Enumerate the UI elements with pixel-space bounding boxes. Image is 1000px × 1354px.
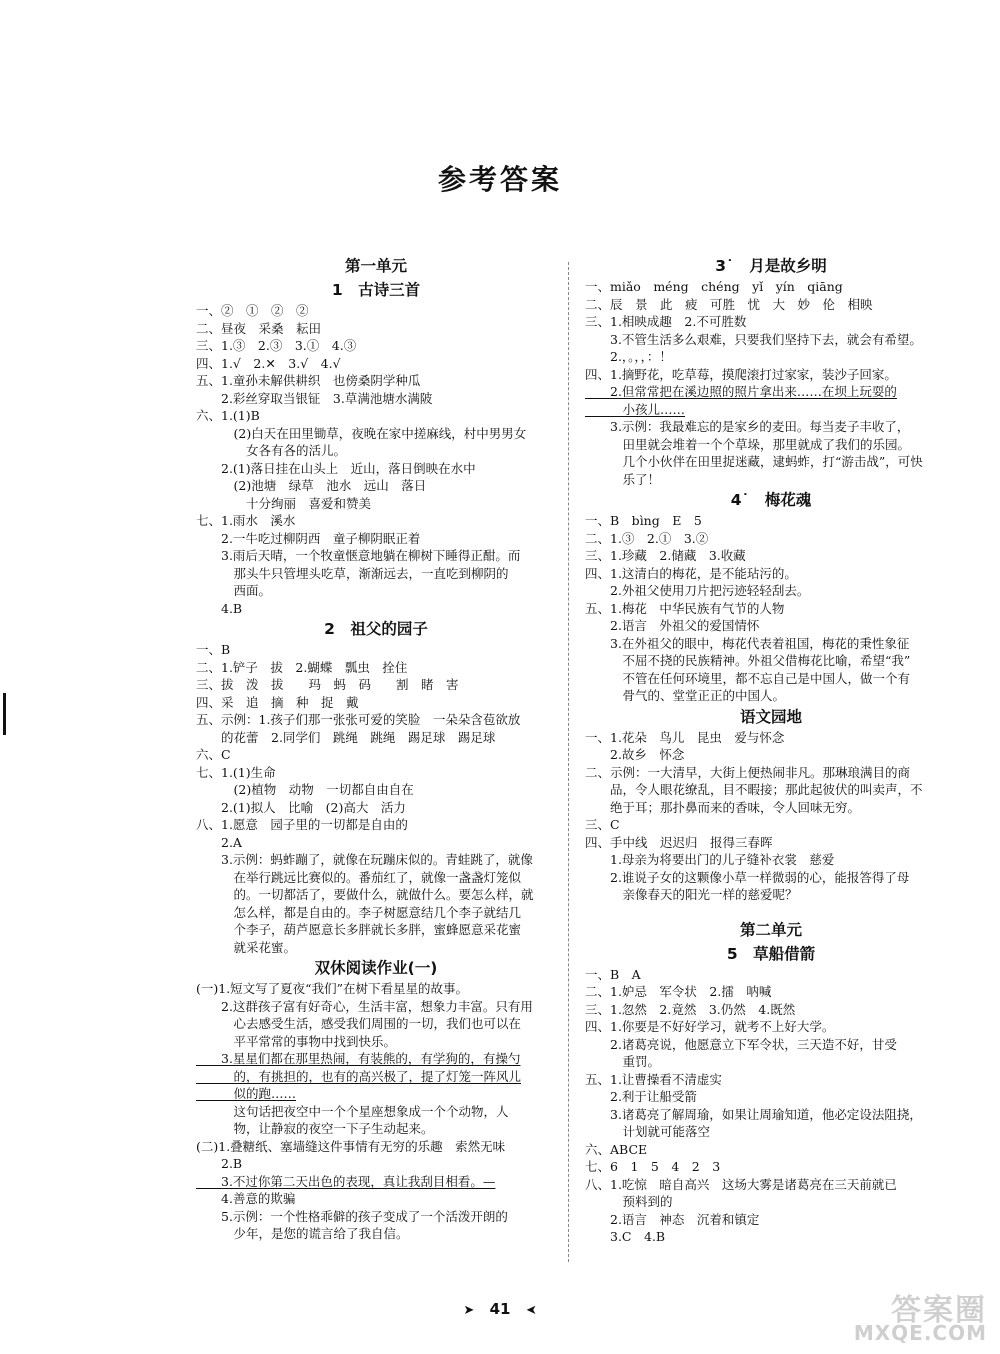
answer-line: 四、采 追 摘 种 捉 戴	[196, 694, 359, 710]
section-heading: 第二单元	[739, 920, 802, 939]
spacer	[585, 904, 957, 918]
answer-line: 2.A	[196, 834, 242, 850]
answer-line: 四、1.你要是不好好学习，就考不上好大学。	[585, 1019, 835, 1034]
watermark-text-top: 答案圈	[891, 1293, 987, 1328]
answer-line: 五、1.梅花 中华民族有气节的人物	[585, 600, 785, 616]
answer-line: 这句话把夜空中一个个星座想象成一个个动物，人	[196, 1103, 509, 1119]
answer-line: 三、1.珍藏 2.储藏 3.收藏	[585, 548, 746, 563]
answer-line: 3.雨后天晴，一个牧童惬意地躺在柳树下睡得正酣。而	[196, 548, 521, 563]
answer-line: (2)池塘 绿草 池水 远山 落日	[196, 478, 427, 493]
answer-line: 4.B	[196, 600, 243, 616]
answer-line: 2.一牛吃过柳阴西 童子柳阴眠正着	[196, 530, 421, 546]
answer-line: 八、1.吃惊 暗自高兴 这场大雾是诸葛亮在三天前就已	[585, 1176, 897, 1192]
answer-line: 四、1.摘野花，吃草莓，摸爬滚打过家家，装沙子回家。	[585, 366, 897, 382]
section-heading: 第一单元	[344, 257, 407, 275]
answer-line: 一、B A	[585, 966, 641, 982]
answer-line: 3.示例：蚂蚱蹦了，就像在玩蹦床似的。青蛙跳了，就像	[196, 852, 533, 867]
answer-line: 3.星星们都在那里热闹，有装熊的，有学狗的，有操勺	[196, 1051, 521, 1066]
answer-line: 2.(1)落日挂在山头上 近山，落日倒映在水中	[196, 460, 476, 476]
answer-line: 绝于耳；那扑鼻而来的香味，令人回味无穷。	[585, 799, 861, 815]
answer-line: 似的跑……	[196, 1086, 297, 1101]
answer-line: 骨气的、堂堂正正的中国人。	[585, 688, 786, 703]
answer-line: 2.谁说子女的这颗像小草一样微弱的心，能报答得了母	[585, 869, 910, 885]
answer-line: 3.不过你第二天出色的表现，真让我刮目相看。—	[196, 1173, 496, 1189]
answer-line: 三、1.③ 2.③ 3.① 4.③	[196, 338, 357, 353]
answer-line: 心去感受生活，感受我们周围的一切，我们也可以在	[196, 1016, 522, 1031]
answer-line: 个李子，葫芦愿意长多胖就长多胖，蜜蜂愿意采花蜜	[196, 922, 522, 937]
answer-line: 四、1.√ 2.✕ 3.√ 4.√	[196, 355, 341, 371]
answer-line: (一)1.短文写了夏夜“我们”在树下看星星的故事。	[196, 981, 468, 996]
answer-line: 一、miǎo méng chéng yǐ yín qiāng	[585, 279, 843, 294]
answer-line: (2)白天在田里锄草，夜晚在家中搓麻线，村中男男女	[196, 425, 527, 441]
watermark-text-bottom: MXQE.COM	[853, 1321, 987, 1345]
page-number: 41	[489, 1300, 511, 1318]
answer-line: 五、示例：1.孩子们那一张张可爱的笑脸 一朵朵含苞欲放	[196, 712, 521, 727]
section-heading: 5 草船借箭	[726, 944, 816, 963]
answer-line: 二、1.③ 2.① 3.②	[585, 530, 709, 546]
answer-line: 重罚。	[585, 1054, 661, 1069]
answer-line: 六、1.(1)B	[196, 408, 260, 423]
answer-line: 二、1.妒忌 军令状 2.擂 呐喊	[585, 984, 772, 999]
answer-line: 三、拔 泼 拔 玛 蚂 码 割 睹 害	[196, 677, 459, 692]
answer-line: 4.善意的欺骗	[196, 1191, 296, 1206]
answer-line: 三、1.相映成趣 2.不可胜数	[585, 314, 747, 329]
section-heading: 双休阅读作业(一)	[314, 959, 438, 977]
answer-line: 六、ABCE	[585, 1141, 648, 1157]
answer-line: 2.故乡 怀念	[585, 747, 685, 762]
answer-line: 计划就可能落空	[585, 1124, 711, 1139]
answer-line: 一、② ① ② ②	[196, 303, 309, 318]
answer-line: 四、手中线 迟迟归 报得三春晖	[585, 834, 773, 850]
section-heading: 2 祖父的园子	[324, 620, 428, 638]
answer-line: 5.示例：一个性格乖僻的孩子变成了一个活泼开朗的	[196, 1208, 508, 1224]
answer-line: 2.这群孩子富有好奇心，生活丰富，想象力丰富。只有用	[196, 998, 533, 1014]
answer-line: 在举行跳远比赛似的。番茄红了，就像一盏盏灯笼似	[196, 869, 522, 885]
answer-line: 2.但常常把在溪边照的照片拿出来……在坝上玩耍的	[585, 384, 897, 399]
answer-line: 2.，。，，：！	[585, 349, 672, 364]
answer-line: 平平常常的事物中找到快乐。	[196, 1033, 397, 1049]
answer-line: 乐了！	[585, 471, 661, 487]
answer-line: 物，让静寂的夜空一下子生动起来。	[196, 1121, 434, 1136]
section-heading: 3˙ 月是故乡明	[715, 257, 827, 275]
column-divider	[568, 262, 569, 1262]
answer-line: 3.示例：我最难忘的是家乡的麦田。每当麦子丰收了，	[585, 419, 910, 434]
answer-line: 田里就会堆着一个个草垛，那里就成了我们的乐园。	[585, 436, 911, 452]
left-column	[196, 254, 556, 1243]
page-title: 参考答案	[437, 163, 562, 196]
answer-line: 七、1.(1)生命	[196, 764, 276, 780]
answer-line: 五、1.让曹操看不清虚实	[585, 1071, 722, 1087]
answer-line: 十分绚丽 喜爱和赞美	[196, 495, 372, 511]
answer-line: 3.在外祖父的眼中，梅花代表着祖国，梅花的秉性象征	[585, 635, 910, 651]
answer-line: 四、1.这清白的梅花，是不能玷污的。	[585, 565, 797, 581]
watermark-logo	[820, 1285, 995, 1347]
answer-line: 就采花蜜。	[196, 939, 297, 955]
answer-line: 3.C 4.B	[585, 1229, 666, 1244]
answer-line: 3.不管生活多么艰难，只要我们坚持下去，就会有希望。	[585, 331, 922, 347]
answer-line: 一、B bìng E 5	[585, 513, 702, 528]
answer-line: 女各有各的活儿。	[196, 443, 347, 458]
answer-line: 亲像春天的阳光一样的慈爱呢？	[585, 887, 798, 902]
answer-line: 怎么样，都是自由的。李子树愿意结几个李子就结几	[196, 904, 522, 920]
answer-line: 2.诸葛亮说，他愿意立下军令状，三天造不好，甘受	[585, 1036, 897, 1052]
answer-line: 的。一切都活了，要做什么，就做什么。要怎么样，就	[196, 887, 534, 902]
answer-line: 不屈不挠的民族精神。外祖父借梅花比喻，希望“我”	[585, 653, 911, 668]
answer-line: 1.母亲为将要出门的儿子缝补衣裳 慈爱	[585, 852, 835, 867]
answer-line: 那头牛只管埋头吃草，渐渐远去，一直吃到柳阴的	[196, 565, 509, 581]
answer-line: 一、B	[196, 642, 231, 657]
answer-line: 不管在任何环境里，都不忘自己是中国人，做一个有	[585, 670, 911, 686]
answer-line: 五、1.童孙未解供耕织 也傍桑阴学种瓜	[196, 373, 421, 388]
section-heading: 4˙ 梅花魂	[730, 491, 812, 509]
answer-line: 品，令人眼花缭乱，目不暇接；那此起彼伏的叫卖声，不	[585, 782, 923, 797]
section-heading: 1 古诗三首	[331, 281, 421, 299]
answer-line: 六、C	[196, 747, 231, 762]
left-arrow-icon: ➤	[525, 1303, 537, 1318]
answer-line: 2.彩丝穿取当银钲 3.草满池塘水满陂	[196, 390, 433, 406]
answer-line: 小孩儿……	[585, 401, 686, 417]
answer-line: (2)植物 动物 一切都自由自在	[196, 782, 414, 797]
answer-line: (二)1.叠糖纸、塞墙缝这件事情有无穷的乐趣 索然无味	[196, 1138, 506, 1154]
answer-line: 七、1.雨水 溪水	[196, 513, 296, 528]
answer-line: 二、昼夜 采桑 耘田	[196, 320, 322, 336]
answer-line: 二、辰 景 此 疲 可胜 忧 大 妙 伦 相映	[585, 296, 873, 312]
answer-line: 几个小伙伴在田里捉迷藏，逮蚂蚱，打“游击战”，可快	[585, 454, 923, 469]
answer-line: 一、1.花朵 鸟儿 昆虫 爱与怀念	[585, 729, 785, 745]
answer-line: 三、1.忽然 2.竟然 3.仍然 4.既然	[585, 1001, 796, 1017]
answer-line: 2.B	[196, 1156, 243, 1171]
answer-line: 2.语言 外祖父的爱国情怀	[585, 618, 760, 633]
answer-line: 三、C	[585, 817, 620, 832]
margin-mark	[3, 693, 6, 735]
answer-line: 预料到的	[585, 1194, 673, 1209]
section-heading: 语文园地	[739, 707, 802, 726]
answer-line: 七、6 1 5 4 2 3	[585, 1159, 721, 1174]
right-arrow-icon: ➤	[463, 1303, 475, 1318]
answer-line: 2.利于让船受箭	[585, 1089, 697, 1104]
answer-line: 的花蕾 2.同学们 跳绳 跳绳 踢足球 踢足球	[196, 729, 496, 745]
answer-line: 的，有挑担的，也有的高兴极了，提了灯笼一阵风儿	[196, 1068, 522, 1084]
right-column	[585, 254, 957, 1246]
answer-line: 2.语言 神态 沉着和镇定	[585, 1211, 760, 1227]
answer-line: 二、示例：一大清早，大街上便热闹非凡。那琳琅满目的商	[585, 764, 911, 780]
answer-line: 2.(1)拟人 比喻 (2)高大 活力	[196, 799, 406, 815]
answer-line: 二、1.铲子 拔 2.蝴蝶 瓢虫 拴住	[196, 659, 408, 675]
answer-line: 八、1.愿意 园子里的一切都是自由的	[196, 817, 408, 832]
answer-line: 少年，是您的谎言给了我自信。	[196, 1226, 409, 1241]
answer-line: 3.诸葛亮了解周瑜，如果让周瑜知道，他必定设法阻挠，	[585, 1106, 922, 1122]
answer-line: 西面。	[196, 583, 272, 598]
answer-line: 2.外祖父使用刀片把污迹轻轻刮去。	[585, 583, 810, 598]
